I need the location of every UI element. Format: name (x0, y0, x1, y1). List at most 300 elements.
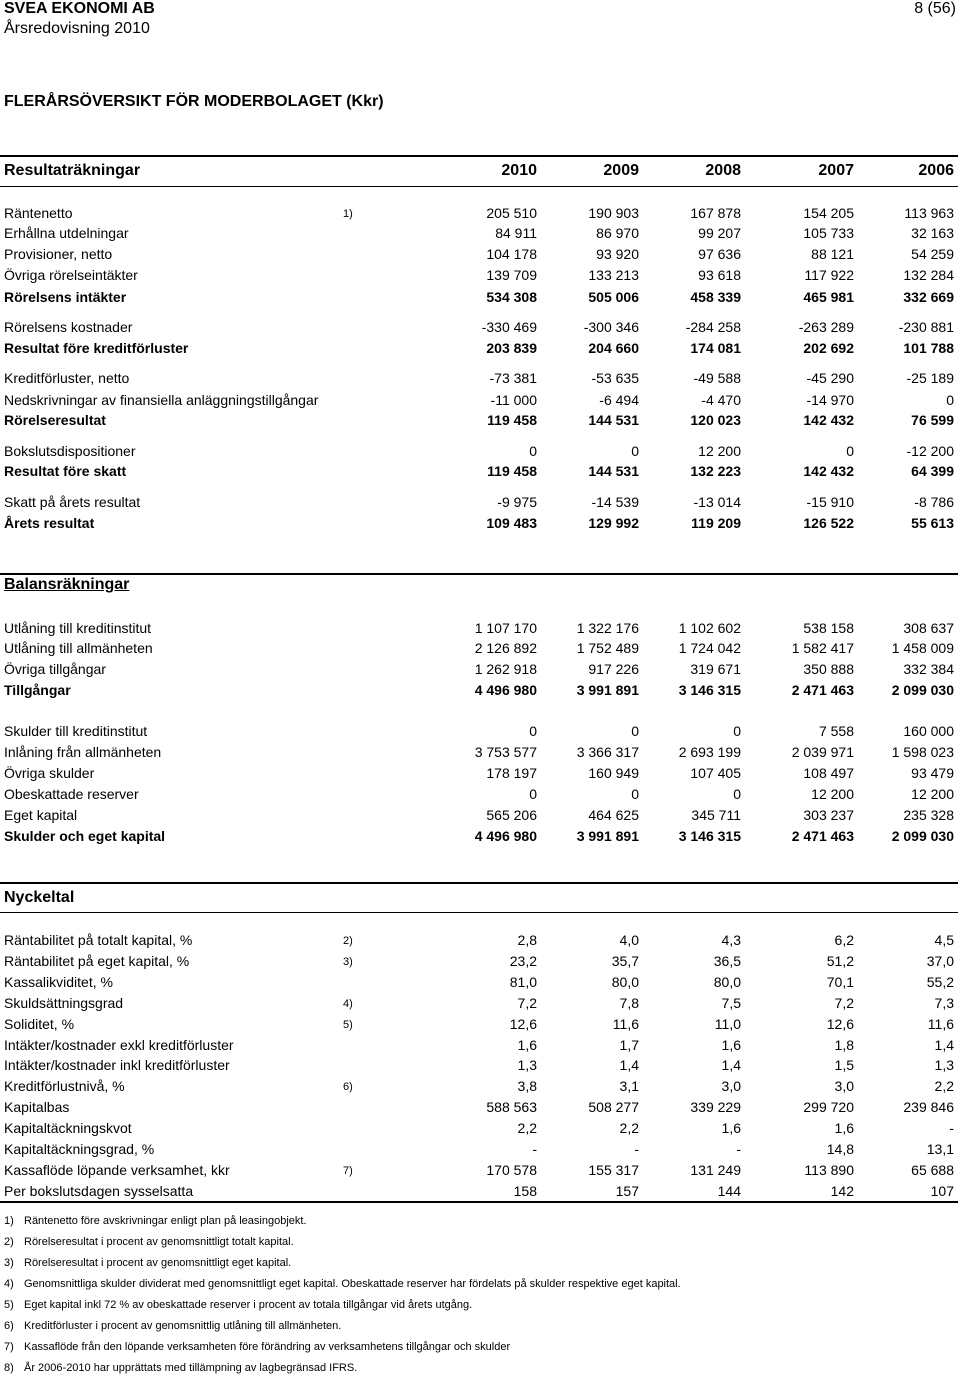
row-value: -6 494 (599, 392, 639, 408)
row-value: 109 483 (486, 515, 537, 531)
row-value: 0 (946, 392, 954, 408)
table-row (0, 826, 960, 846)
footnote-text: Eget kapital inkl 72 % av obeskattade reserver i procent av totala tillgångar vid årets utgång. (24, 1299, 473, 1311)
table-row (0, 805, 960, 825)
row-note: 4) (343, 998, 353, 1010)
row-value: 505 006 (588, 289, 639, 305)
row-label: Obeskattade reserver (4, 786, 139, 802)
row-value: 144 531 (588, 412, 639, 428)
year-header: 2008 (705, 162, 741, 179)
balance-heading: Balansräkningar (4, 576, 130, 593)
row-label: Kapitalbas (4, 1099, 70, 1115)
row-label: Kassaflöde löpande verksamhet, kkr (4, 1162, 230, 1178)
table-row (0, 1076, 960, 1096)
row-value: 84 911 (495, 225, 537, 241)
row-value: 133 213 (588, 267, 639, 283)
row-value: - (949, 1120, 954, 1136)
row-value: -9 975 (497, 494, 537, 510)
footnote-number: 1) (4, 1215, 14, 1227)
row-label: Rörelsens kostnader (4, 319, 133, 335)
row-value: 93 479 (911, 765, 954, 781)
row-label: Erhållna utdelningar (4, 225, 129, 241)
row-value: 1,6 (834, 1120, 854, 1136)
row-value: 1 262 918 (474, 661, 537, 677)
row-label: Resultat före kreditförluster (4, 340, 189, 356)
row-label: Soliditet, % (4, 1016, 75, 1032)
row-value: 99 207 (698, 225, 741, 241)
row-note: 6) (343, 1081, 353, 1093)
row-value: 119 458 (487, 412, 537, 428)
row-value: 0 (529, 443, 537, 459)
row-value: 132 223 (690, 463, 741, 479)
row-value: -15 910 (806, 494, 854, 510)
row-value: 37,0 (926, 953, 954, 969)
row-value: 117 922 (804, 267, 854, 283)
row-value: 3,1 (619, 1078, 639, 1094)
row-label: Utlåning till allmänheten (4, 640, 153, 656)
row-value: 2,2 (517, 1120, 537, 1136)
row-value: 51,2 (826, 953, 854, 969)
row-value: 1,8 (834, 1037, 854, 1053)
document-title: FLERÅRSÖVERSIKT FÖR MODERBOLAGET (Kkr) (4, 93, 384, 110)
row-note: 7) (343, 1165, 353, 1177)
row-value: 174 081 (690, 340, 741, 356)
row-value: -25 189 (906, 370, 954, 386)
row-value: 76 599 (911, 412, 954, 428)
row-value: 350 888 (803, 661, 854, 677)
row-value: 80,0 (611, 974, 639, 990)
row-value: 303 237 (803, 807, 854, 823)
row-value: 170 578 (486, 1162, 537, 1178)
footnote-text: Rörelseresultat i procent av genomsnittligt totalt kapital. (24, 1236, 294, 1248)
row-value: 65 688 (911, 1162, 954, 1178)
row-value: 0 (846, 443, 854, 459)
row-value: 0 (733, 723, 741, 739)
row-value: 104 178 (486, 246, 537, 262)
row-value: 154 205 (803, 205, 854, 221)
divider (0, 186, 958, 187)
row-value: 204 660 (588, 340, 639, 356)
row-value: - (736, 1141, 741, 1157)
row-value: 565 206 (486, 807, 537, 823)
row-value: 299 720 (803, 1099, 854, 1115)
row-value: 332 384 (903, 661, 954, 677)
row-value: -53 635 (591, 370, 639, 386)
row-label: Rörelseresultat (4, 412, 106, 428)
row-value: 1 458 009 (891, 640, 954, 656)
footnote-number: 2) (4, 1236, 14, 1248)
row-value: 12 200 (911, 786, 954, 802)
row-label: Kassalikviditet, % (4, 974, 113, 990)
row-value: -14 539 (591, 494, 639, 510)
row-value: 1,6 (517, 1037, 537, 1053)
row-value: 1,3 (934, 1057, 954, 1073)
row-value: 0 (631, 443, 639, 459)
table-row (0, 1139, 960, 1159)
row-note: 2) (343, 935, 353, 947)
row-label: Provisioner, netto (4, 246, 113, 262)
row-value: 139 709 (486, 267, 537, 283)
row-value: -300 346 (583, 319, 639, 335)
footnote-text: Kassaflöde från den löpande verksamheten före förändring av verksamhetens tillgångar och skulder (24, 1341, 511, 1353)
row-value: -73 381 (489, 370, 537, 386)
row-label: Kapitaltäckningsgrad, % (4, 1141, 155, 1157)
divider (0, 155, 958, 157)
footnote-number: 6) (4, 1320, 14, 1332)
row-value: 119 209 (691, 515, 741, 531)
row-value: 332 669 (903, 289, 954, 305)
row-label: Räntabilitet på eget kapital, % (4, 953, 190, 969)
row-value: 113 890 (804, 1162, 854, 1178)
row-value: 3 146 315 (678, 828, 741, 844)
row-value: 70,1 (826, 974, 854, 990)
table-row (0, 951, 960, 971)
table-row (0, 287, 960, 307)
row-note: 3) (343, 956, 353, 968)
row-label: Intäkter/kostnader inkl kreditförluster (4, 1057, 230, 1073)
row-value: 55 613 (911, 515, 954, 531)
footnote (4, 1236, 294, 1248)
footnote-number: 3) (4, 1257, 14, 1269)
row-value: 1,5 (834, 1057, 854, 1073)
row-value: 1,6 (721, 1037, 741, 1053)
row-value: 11,0 (714, 1016, 741, 1032)
row-value: 14,8 (826, 1141, 854, 1157)
row-value: -330 469 (481, 319, 537, 335)
row-value: 1,4 (934, 1037, 954, 1053)
row-value: 126 522 (803, 515, 854, 531)
row-value: 0 (631, 723, 639, 739)
row-value: 1 724 042 (678, 640, 741, 656)
table-row (0, 441, 960, 461)
year-header: 2007 (818, 162, 854, 179)
row-value: 2 039 971 (791, 744, 854, 760)
row-value: 1,7 (619, 1037, 639, 1053)
row-label: Kreditförluster, netto (4, 370, 130, 386)
row-value: -45 290 (806, 370, 854, 386)
row-value: 239 846 (903, 1099, 954, 1115)
row-value: 23,2 (509, 953, 537, 969)
row-value: 1,4 (619, 1057, 639, 1073)
footnote-number: 5) (4, 1299, 14, 1311)
row-label: Övriga tillgångar (4, 661, 106, 677)
row-value: 3 146 315 (678, 682, 741, 698)
row-value: 155 317 (588, 1162, 639, 1178)
row-value: 64 399 (911, 463, 954, 479)
row-value: 142 432 (803, 412, 854, 428)
row-note: 1) (343, 208, 353, 220)
row-value: 93 920 (596, 246, 639, 262)
divider (0, 573, 958, 575)
row-value: 917 226 (588, 661, 639, 677)
row-value: 3 753 577 (474, 744, 537, 760)
row-value: 3,0 (721, 1078, 741, 1094)
footnote (4, 1341, 510, 1353)
row-value: 1 752 489 (576, 640, 639, 656)
row-value: 7,2 (834, 995, 854, 1011)
row-value: 0 (733, 786, 741, 802)
row-value: 1 322 176 (576, 620, 639, 636)
table-row (0, 680, 960, 700)
table-row (0, 1035, 960, 1055)
row-value: 36,5 (713, 953, 741, 969)
table-row (0, 1097, 960, 1117)
footnote (4, 1320, 341, 1332)
row-value: 101 788 (903, 340, 954, 356)
row-value: 2 099 030 (891, 828, 954, 844)
row-value: 97 636 (698, 246, 741, 262)
row-label: Skulder och eget kapital (4, 828, 166, 844)
row-value: 13,1 (926, 1141, 954, 1157)
footnote-text: Kreditförluster i procent av genomsnittlig utlåning till allmänheten. (24, 1320, 342, 1332)
row-value: -14 970 (806, 392, 854, 408)
table-row (0, 1118, 960, 1138)
row-value: 1 582 417 (791, 640, 854, 656)
row-value: 319 671 (690, 661, 741, 677)
row-value: 7,2 (517, 995, 537, 1011)
row-label: Skulder till kreditinstitut (4, 723, 148, 739)
table-row (0, 317, 960, 337)
row-value: 12 200 (698, 443, 741, 459)
footnote (4, 1299, 472, 1311)
table-row (0, 972, 960, 992)
row-value: 80,0 (713, 974, 741, 990)
divider (0, 882, 958, 884)
row-value: 3 991 891 (576, 682, 639, 698)
row-value: 158 (513, 1183, 537, 1199)
row-value: 3 366 317 (576, 744, 639, 760)
row-value: 1 598 023 (891, 744, 954, 760)
row-value: 534 308 (486, 289, 537, 305)
row-value: - (634, 1141, 639, 1157)
row-value: 2,8 (517, 932, 537, 948)
footnote (4, 1257, 291, 1269)
row-value: 2,2 (619, 1120, 639, 1136)
footnote (4, 1215, 307, 1227)
row-note: 5) (343, 1019, 353, 1031)
row-label: Resultat före skatt (4, 463, 127, 479)
row-value: 7,5 (721, 995, 741, 1011)
row-value: 2 099 030 (891, 682, 954, 698)
row-value: 4,5 (934, 932, 954, 948)
row-value: -12 200 (906, 443, 954, 459)
row-value: 167 878 (690, 205, 741, 221)
row-value: 7,8 (619, 995, 639, 1011)
row-value: 120 023 (690, 412, 741, 428)
row-value: 308 637 (903, 620, 954, 636)
row-value: 12,6 (826, 1016, 854, 1032)
table-row (0, 461, 960, 481)
row-value: -11 000 (490, 392, 537, 408)
row-value: 157 (615, 1183, 639, 1199)
row-value: 464 625 (588, 807, 639, 823)
row-label: Kreditförlustnivå, % (4, 1078, 125, 1094)
footnote-number: 8) (4, 1362, 14, 1374)
row-label: Skuldsättningsgrad (4, 995, 124, 1011)
report-title: Årsredovisning 2010 (4, 20, 150, 37)
row-label: Skatt på årets resultat (4, 494, 141, 510)
table-row (0, 930, 960, 950)
row-label: Tillgångar (4, 682, 71, 698)
table-row (0, 659, 960, 679)
year-header: 2009 (603, 162, 639, 179)
row-value: 32 163 (911, 225, 954, 241)
row-value: 2 471 463 (791, 828, 854, 844)
row-label: Per bokslutsdagen sysselsatta (4, 1183, 194, 1199)
row-value: -263 289 (798, 319, 854, 335)
row-value: 55,2 (926, 974, 954, 990)
row-label: Utlåning till kreditinstitut (4, 620, 152, 636)
year-header: 2010 (501, 162, 537, 179)
row-value: 1 102 602 (678, 620, 741, 636)
row-value: 113 963 (904, 205, 954, 221)
row-value: 144 (717, 1183, 741, 1199)
row-value: 508 277 (588, 1099, 639, 1115)
row-value: 202 692 (803, 340, 854, 356)
row-value: 93 618 (698, 267, 741, 283)
table-row (0, 223, 960, 243)
footnote-text: Genomsnittliga skulder dividerat med genomsnittligt eget kapital. Obeskattade reserver har fördelats på skulder respektive eget kapital. (24, 1278, 681, 1290)
row-value: 0 (631, 786, 639, 802)
row-value: 4 496 980 (474, 682, 537, 698)
row-value: 12 200 (811, 786, 854, 802)
ratios-heading: Nyckeltal (4, 889, 75, 906)
table-row (0, 784, 960, 804)
row-label: Årets resultat (4, 515, 95, 531)
table-row (0, 390, 960, 410)
row-label: Nedskrivningar av finansiella anläggningstillgångar (4, 392, 319, 408)
row-label: Rörelsens intäkter (4, 289, 127, 305)
table-row (0, 410, 960, 430)
row-value: - (532, 1141, 537, 1157)
table-row (0, 1055, 960, 1075)
table-row (0, 1014, 960, 1034)
row-value: 2 126 892 (474, 640, 537, 656)
row-value: 107 405 (690, 765, 741, 781)
table-row (0, 721, 960, 741)
footnote-text: Räntenetto före avskrivningar enligt plan på leasingobjekt. (24, 1215, 307, 1227)
row-value: 2 693 199 (678, 744, 741, 760)
divider (0, 1201, 958, 1203)
table-row (0, 265, 960, 285)
row-value: 458 339 (690, 289, 741, 305)
row-label: Inlåning från allmänheten (4, 744, 162, 760)
row-label: Räntabilitet på totalt kapital, % (4, 932, 193, 948)
row-value: 105 733 (803, 225, 854, 241)
row-value: 3,8 (517, 1078, 537, 1094)
row-value: 3,0 (834, 1078, 854, 1094)
row-value: 3 991 891 (576, 828, 639, 844)
row-label: Övriga skulder (4, 765, 95, 781)
footnote-text: Rörelseresultat i procent av genomsnittligt eget kapital. (24, 1257, 292, 1269)
row-value: 2 471 463 (791, 682, 854, 698)
row-value: 160 000 (903, 723, 954, 739)
footnote-number: 7) (4, 1341, 14, 1353)
row-value: 160 949 (588, 765, 639, 781)
row-value: 538 158 (803, 620, 854, 636)
page-number: 8 (56) (914, 0, 956, 17)
table-row (0, 203, 960, 223)
table-row (0, 763, 960, 783)
row-value: 142 432 (803, 463, 854, 479)
row-label: Eget kapital (4, 807, 78, 823)
row-label: Kapitaltäckningskvot (4, 1120, 132, 1136)
row-value: -4 470 (701, 392, 741, 408)
row-value: 1,6 (721, 1120, 741, 1136)
row-value: 119 458 (487, 463, 537, 479)
row-value: 11,6 (927, 1016, 954, 1032)
row-value: -8 786 (914, 494, 954, 510)
row-label: Övriga rörelseintäkter (4, 267, 138, 283)
table-row (0, 618, 960, 638)
row-value: -284 258 (685, 319, 741, 335)
row-value: 132 284 (903, 267, 954, 283)
row-value: 345 711 (691, 807, 741, 823)
row-value: 144 531 (588, 463, 639, 479)
footnote-number: 4) (4, 1278, 14, 1290)
table-row (0, 244, 960, 264)
row-value: -230 881 (898, 319, 954, 335)
row-value: 339 229 (690, 1099, 741, 1115)
table-row (0, 638, 960, 658)
row-value: 107 (930, 1183, 954, 1199)
row-label: Räntenetto (4, 205, 73, 221)
row-value: 178 197 (486, 765, 537, 781)
divider (0, 912, 958, 913)
footnote (4, 1362, 357, 1374)
row-value: 88 121 (811, 246, 854, 262)
table-row (0, 513, 960, 533)
row-value: 11,6 (612, 1016, 639, 1032)
row-value: 54 259 (911, 246, 954, 262)
table-row (0, 338, 960, 358)
row-value: 12,6 (509, 1016, 537, 1032)
footnote (4, 1278, 681, 1290)
row-value: 203 839 (486, 340, 537, 356)
row-label: Bokslutsdispositioner (4, 443, 136, 459)
row-value: 81,0 (509, 974, 537, 990)
row-value: 131 249 (690, 1162, 741, 1178)
row-value: 129 992 (588, 515, 639, 531)
row-value: -49 588 (693, 370, 741, 386)
footnote-text: År 2006-2010 har upprättats med tillämpning av lagbegränsad IFRS. (24, 1362, 358, 1374)
row-value: 465 981 (803, 289, 854, 305)
row-value: -13 014 (693, 494, 741, 510)
row-value: 7 558 (818, 723, 854, 739)
row-value: 142 (830, 1183, 854, 1199)
table-row (0, 368, 960, 388)
row-label: Intäkter/kostnader exkl kreditförluster (4, 1037, 234, 1053)
table-row (0, 1181, 960, 1201)
income-heading: Resultaträkningar (4, 162, 141, 179)
row-value: 4,0 (619, 932, 639, 948)
row-value: 0 (529, 723, 537, 739)
row-value: 1 107 170 (474, 620, 537, 636)
row-value: 7,3 (934, 995, 954, 1011)
row-value: 235 328 (903, 807, 954, 823)
row-value: 35,7 (611, 953, 639, 969)
row-value: 86 970 (596, 225, 639, 241)
table-row (0, 993, 960, 1013)
row-value: 6,2 (834, 932, 854, 948)
row-value: 1,3 (517, 1057, 537, 1073)
row-value: 108 497 (803, 765, 854, 781)
table-row (0, 1160, 960, 1180)
row-value: 588 563 (486, 1099, 537, 1115)
row-value: 4,3 (721, 932, 741, 948)
row-value: 190 903 (588, 205, 639, 221)
row-value: 2,2 (934, 1078, 954, 1094)
